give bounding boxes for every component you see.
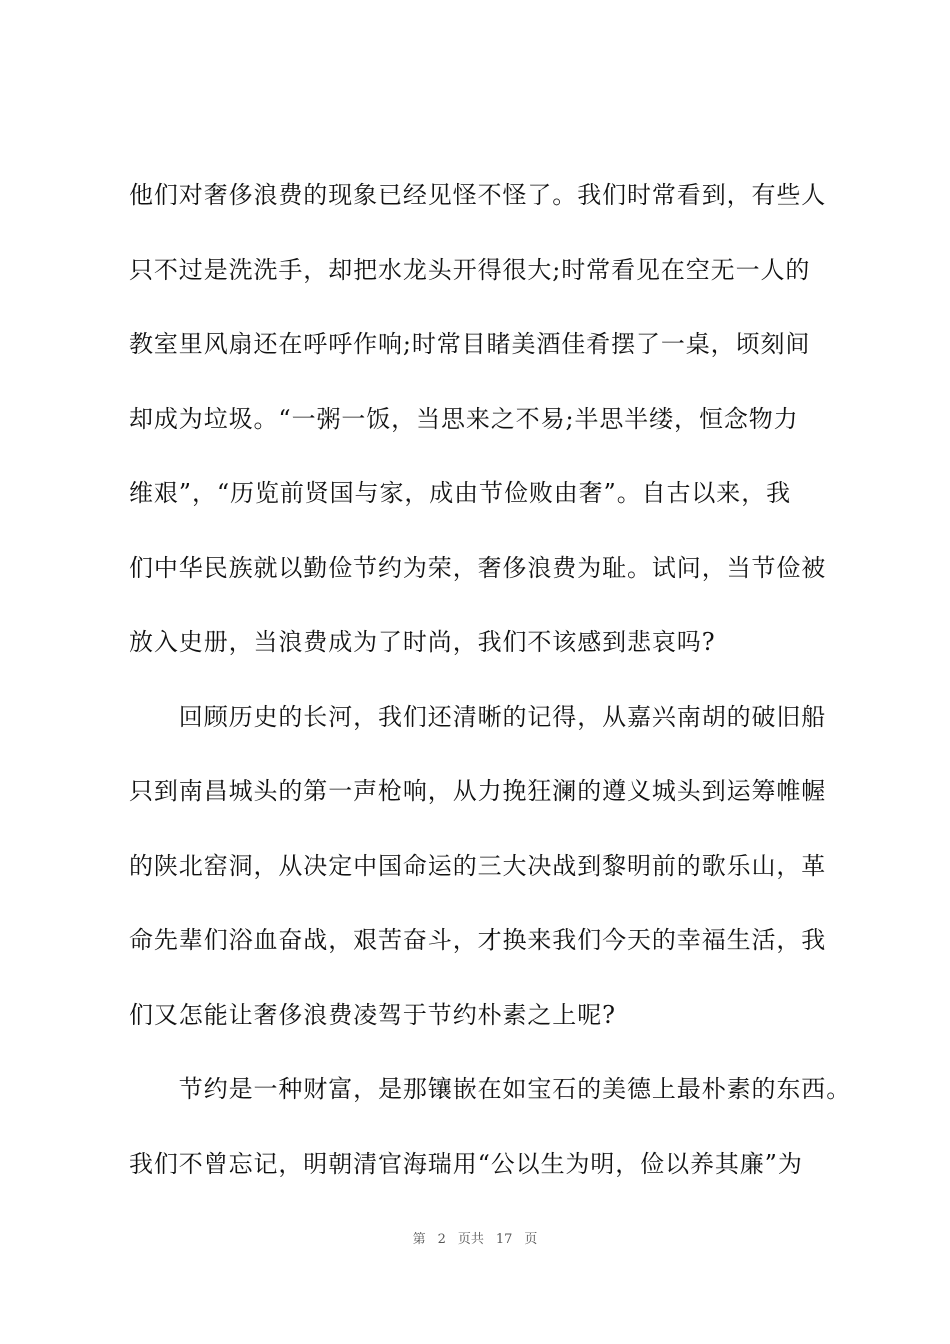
footer-prefix: 第 [412, 1232, 426, 1247]
text-line: 他们对奢侈浪费的现象已经见怪不怪了。我们时常看到，有些人 [129, 181, 827, 209]
footer-total-pages: 17 [495, 1232, 513, 1247]
text-line: 只不过是洗洗手，却把水龙头开得很大;时常看见在空无一人的 [129, 255, 811, 284]
document-body [129, 171, 852, 1214]
footer-middle: 页共 [457, 1232, 484, 1247]
text-line: 们中华民族就以勤俭节约为荣，奢侈浪费为耻。试问，当节俭被 [129, 553, 827, 582]
text-line: 命先辈们浴血奋战，艰苦奋斗，才换来我们今天的幸福生活，我 [129, 926, 827, 954]
text-line: 维艰”，“历览前贤国与家，成由节俭败由奢”。自古以来，我 [129, 479, 792, 507]
text-line: 我们不曾忘记，明朝清官海瑞用“公以生为明，俭以养其廉”为 [129, 1149, 803, 1178]
page-footer [0, 1228, 950, 1247]
text-line: 节约是一种财富，是那镶嵌在如宝石的美德上最朴素的东西。 [129, 1075, 852, 1103]
text-line: 回顾历史的长河，我们还清晰的记得，从嘉兴南胡的破旧船 [129, 702, 827, 731]
text-line: 只到南昌城头的第一声枪响，从力挽狂澜的遵义城头到运筹帷幄 [129, 777, 827, 805]
text-line: 却成为垃圾。“一粥一饭，当思来之不易;半思半缕，恒念物力 [129, 404, 799, 433]
text-line: 放入史册，当浪费成为了时尚，我们不该感到悲哀吗? [129, 628, 716, 656]
text-line: 们又怎能让奢侈浪费凌驾于节约朴素之上呢? [129, 1000, 616, 1029]
footer-suffix: 页 [524, 1232, 538, 1247]
text-line: 的陕北窑洞，从决定中国命运的三大决战到黎明前的歌乐山，革 [129, 851, 827, 880]
text-line: 教室里风扇还在呼呼作响;时常目睹美酒佳肴摆了一桌，顷刻间 [129, 330, 811, 358]
footer-page-number: 2 [437, 1232, 446, 1247]
